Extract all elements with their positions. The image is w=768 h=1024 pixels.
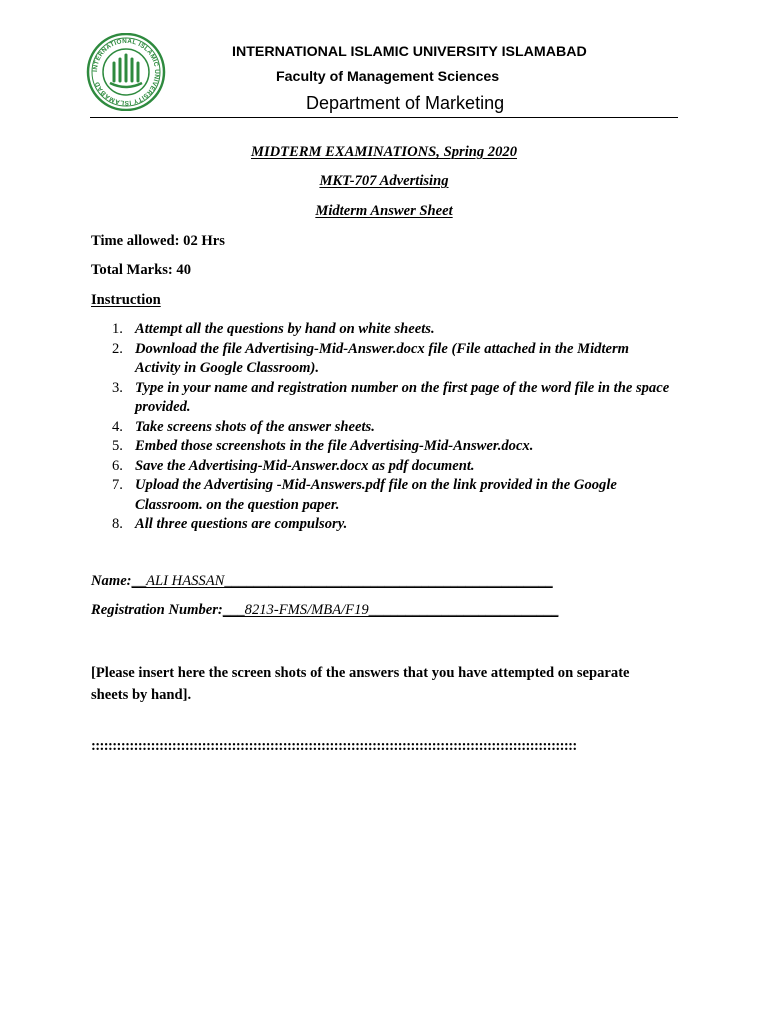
list-text: Download the file Advertising-Mid-Answer.docx file (File attached in the Midterm Activity in Google Classroom). bbox=[135, 340, 630, 376]
list-item bbox=[91, 418, 671, 438]
list-text: Embed those screenshots in the file Advertising-Mid-Answer.docx. bbox=[135, 438, 534, 454]
dotted-separator: :::::::::::::::::::::::::::::::::::::::::::::::::::::::::::::::::::::::::::::::::::::::::::::::::::::::::::::::::: bbox=[91, 738, 577, 754]
list-item bbox=[91, 379, 671, 418]
list-text: Take screens shots of the answer sheets. bbox=[135, 418, 375, 435]
registration-value: ___8213-FMS/MBA/F19__________________________ bbox=[222, 602, 559, 618]
list-number: 3. bbox=[112, 379, 123, 396]
list-number: 1. bbox=[112, 321, 123, 337]
list-item bbox=[91, 437, 671, 457]
list-number: 7. bbox=[112, 477, 123, 493]
university-seal-icon bbox=[86, 33, 166, 111]
course-title: MKT-707 Advertising bbox=[319, 173, 449, 189]
instruction-list bbox=[91, 320, 671, 535]
registration-label: Registration Number: bbox=[91, 602, 223, 618]
name-value: __ALI HASSAN_____________________________________________ bbox=[131, 573, 553, 589]
header-divider bbox=[90, 117, 678, 118]
list-number: 8. bbox=[112, 516, 123, 532]
list-number: 6. bbox=[112, 457, 123, 474]
insert-note: [Please insert here the screen shots of the answers that you have attempted on separate sheets by hand]. bbox=[91, 665, 630, 703]
university-name: INTERNATIONAL ISLAMIC UNIVERSITY ISLAMABAD bbox=[232, 44, 587, 60]
name-label: Name: bbox=[91, 573, 132, 589]
list-text: Type in your name and registration number on the first page of the word file in the space provided. bbox=[135, 379, 670, 415]
exam-title: MIDTERM EXAMINATIONS, Spring 2020 bbox=[250, 144, 517, 160]
list-number: 4. bbox=[112, 418, 123, 435]
sheet-title: Midterm Answer Sheet bbox=[315, 203, 453, 219]
instruction-heading: Instruction bbox=[91, 292, 161, 308]
name-field bbox=[91, 573, 553, 590]
list-item bbox=[91, 320, 671, 340]
seal-ring-text: INTERNATIONAL ISLAMIC UNIVERSITY ISLAMABAD bbox=[91, 37, 161, 107]
list-number: 5. bbox=[112, 438, 123, 454]
list-text: All three questions are compulsory. bbox=[135, 516, 348, 532]
time-allowed: Time allowed: 02 Hrs bbox=[91, 233, 225, 249]
list-item bbox=[91, 515, 671, 535]
list-number: 2. bbox=[112, 340, 123, 357]
list-text: Attempt all the questions by hand on white sheets. bbox=[135, 321, 435, 337]
department-name: Department of Marketing bbox=[306, 93, 505, 113]
list-item bbox=[91, 457, 671, 477]
list-item bbox=[91, 476, 671, 515]
list-text: Upload the Advertising -Mid-Answers.pdf file on the link provided in the Google Classroom. on the question paper. bbox=[135, 477, 617, 513]
list-item bbox=[91, 340, 671, 379]
registration-field bbox=[91, 602, 558, 619]
faculty-name: Faculty of Management Sciences bbox=[276, 69, 500, 85]
list-text: Save the Advertising-Mid-Answer.docx as pdf document. bbox=[135, 457, 475, 474]
total-marks: Total Marks: 40 bbox=[91, 262, 191, 278]
